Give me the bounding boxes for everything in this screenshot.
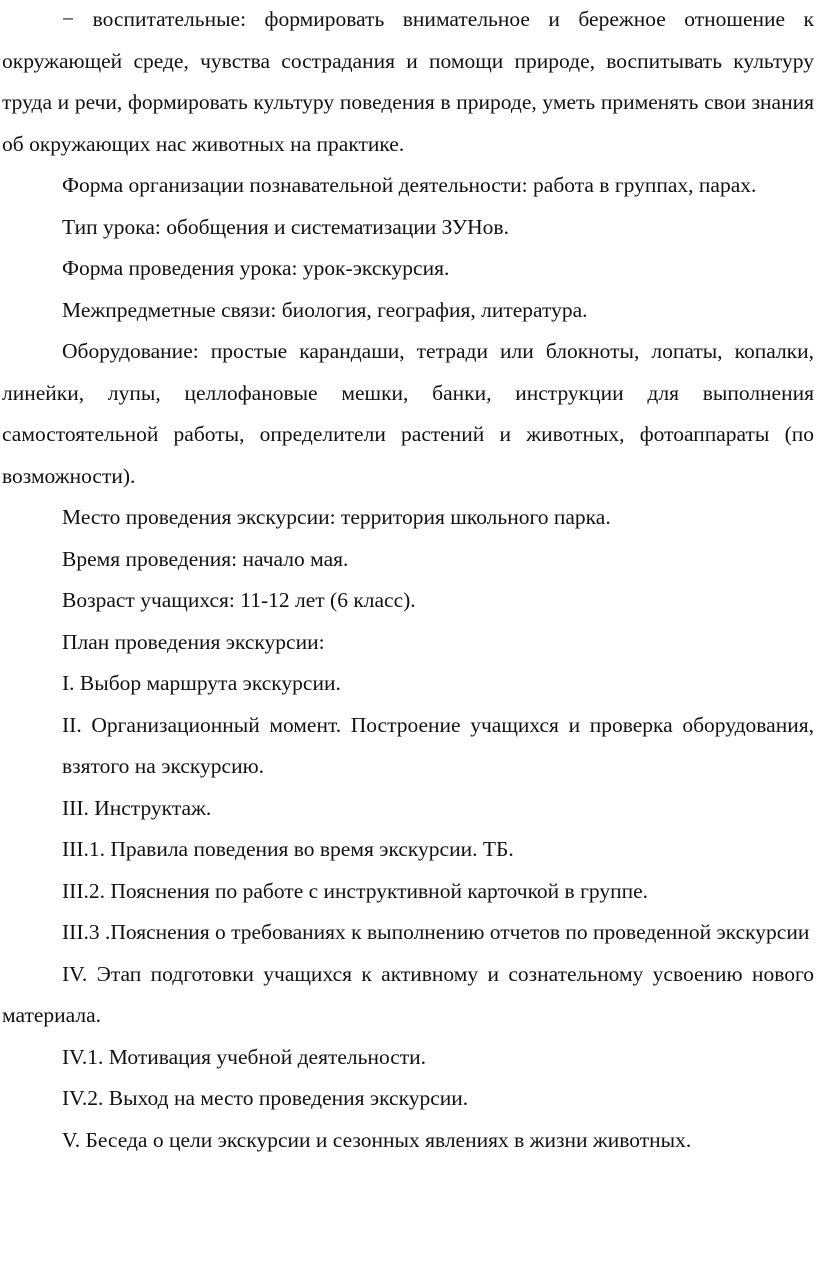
paragraph-educational-goals: − воспитательные: формировать внимательное и бережное отношение к окружающей среде, чувства сострадания и помощи природе, воспитывать культуру труда и речи, формировать культуру поведения в природе, уметь применять свои знания об окружающих нас животных на практике.: [2, 7, 814, 156]
plan-item-4-2: IV.2. Выход на место проведения экскурсии.: [62, 1086, 469, 1110]
paragraph-time: Время проведения: начало мая.: [62, 546, 349, 571]
plan-item-4-1: IV.1. Мотивация учебной деятельности.: [62, 1044, 427, 1069]
paragraph-plan-heading: План проведения экскурсии:: [62, 629, 325, 654]
plan-item-3-3: III.3 .Пояснения о требованиях к выполнению отчетов по проведенной экскурсии: [62, 920, 810, 944]
plan-item-3: III. Инструктаж.: [62, 795, 212, 820]
plan-item-4: IV. Этап подготовки учащихся к активному и сознательному усвоению нового материала.: [2, 961, 814, 1027]
paragraph-equipment: Оборудование: простые карандаши, тетради или блокноты, лопаты, копалки, линейки, лупы, целлофановые мешки, банки, инструкции для выполнения самостоятельной работы, определители растений и животных, фотоаппараты (по возможности).: [2, 339, 814, 488]
paragraph-location: Место проведения экскурсии: территория школьного парка.: [62, 505, 611, 529]
plan-item-1: I. Выбор маршрута экскурсии.: [62, 671, 341, 695]
paragraph-activity-form: Форма организации познавательной деятельности: работа в группах, парах.: [62, 173, 757, 197]
paragraph-lesson-form: Форма проведения урока: урок-экскурсия.: [62, 256, 450, 280]
plan-item-2: II. Организационный момент. Построение учащихся и проверка оборудования, взятого на экскурсию.: [62, 712, 814, 778]
plan-item-3-1: III.1. Правила поведения во время экскурсии. ТБ.: [62, 837, 514, 861]
plan-item-5: V. Беседа о цели экскурсии и сезонных явлениях в жизни животных.: [62, 1127, 692, 1152]
paragraph-student-age: Возраст учащихся: 11-12 лет (6 класс).: [62, 588, 416, 612]
paragraph-lesson-type: Тип урока: обобщения и систематизации ЗУНов.: [62, 214, 509, 239]
paragraph-interdisciplinary-links: Межпредметные связи: биология, география, литература.: [62, 297, 588, 322]
plan-item-3-2: III.2. Пояснения по работе с инструктивной карточкой в группе.: [62, 878, 649, 903]
